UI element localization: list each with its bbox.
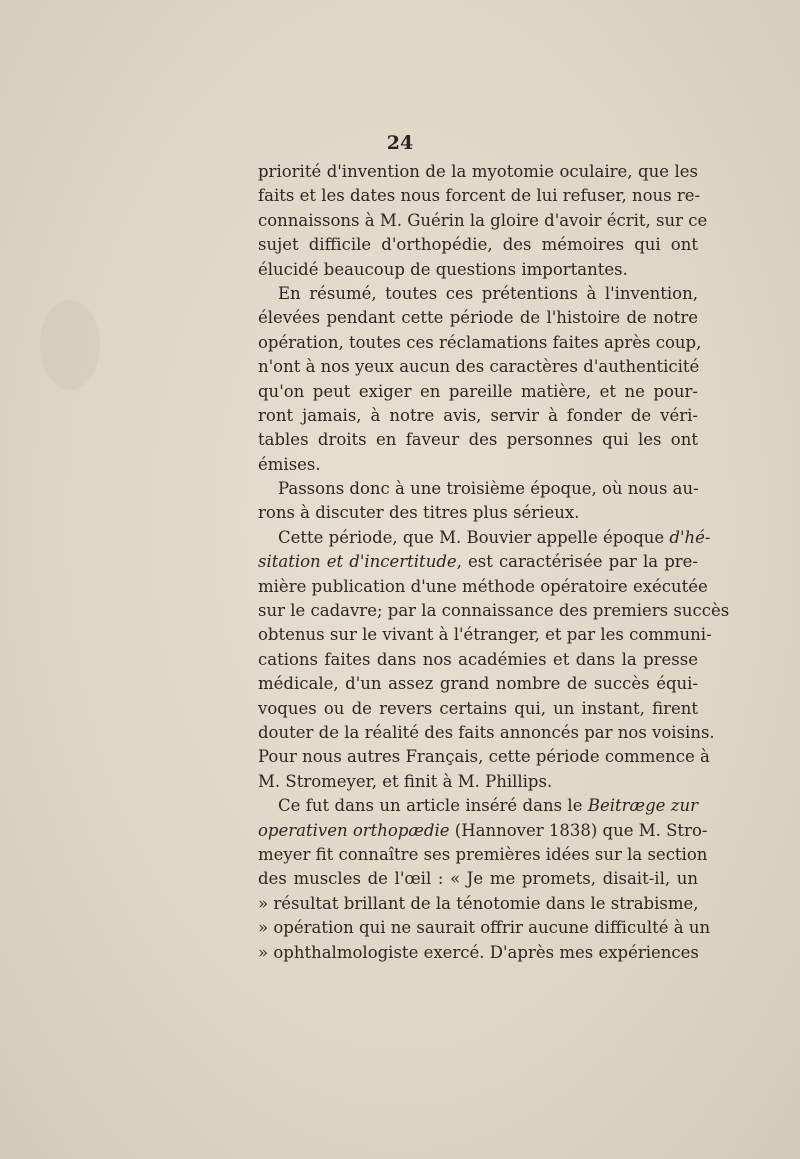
line-text: émises. (258, 454, 321, 474)
line-text: obtenus sur le vivant à l'étranger, et par les communi- (258, 625, 712, 645)
line-text: ront jamais, à notre avis, servir à fonder de véri- (258, 405, 698, 425)
line-text: cations faites dans nos académies et dans la presse (258, 649, 698, 669)
text-line (258, 892, 698, 916)
text-line (258, 550, 698, 574)
text-line (258, 770, 698, 794)
text-line (258, 306, 698, 330)
line-text: sujet difficile d'orthopédie, des mémoires qui ont (258, 235, 698, 255)
italic-title: d'hé- (669, 527, 711, 547)
line-text: priorité d'invention de la myotomie oculaire, que les (258, 162, 698, 181)
text-line (258, 380, 698, 404)
text-line (258, 209, 708, 233)
text-line (258, 697, 698, 721)
line-text: médicale, d'un assez grand nombre de succès équi- (258, 674, 698, 694)
line-text: mière publication d'une méthode opératoire exécutée (258, 576, 708, 596)
text-line (258, 282, 698, 306)
line-text: sur le cadavre; par la connaissance des premiers succès (258, 601, 730, 621)
line-text: rons à discuter des titres plus sérieux. (258, 503, 580, 523)
text-line (258, 331, 702, 355)
line-text: meyer fit connaître ses premières idées sur la section (258, 844, 708, 864)
line-text: (Hannover 1838) que M. Stro- (449, 820, 708, 840)
line-text: , est caractérisée par la pre- (456, 552, 699, 572)
page-stain (40, 300, 100, 390)
line-text: tables droits en faveur des personnes qui les ont (258, 430, 698, 450)
line-text: » résultat brillant de la ténotomie dans le strabisme, (258, 893, 699, 913)
text-line (258, 941, 698, 965)
line-text: douter de la réalité des faits annoncés par nos voisins. (258, 722, 715, 742)
italic-title: Beitræge zur (587, 796, 698, 816)
line-text: opération, toutes ces réclamations faites après coup, (258, 332, 702, 352)
line-text: » ophthalmologiste exercé. D'après mes expériences (258, 942, 699, 962)
text-line (258, 794, 698, 818)
line-text: En résumé, toutes ces prétentions à l'invention, (278, 283, 698, 303)
text-line (258, 819, 708, 843)
line-text: élucidé beaucoup de questions importantes. (258, 259, 628, 279)
text-line (258, 453, 698, 477)
line-text: Pour nous autres Français, cette période commence à (258, 747, 710, 767)
line-text: Ce fut dans un article inséré dans le (278, 796, 588, 816)
text-line (258, 623, 712, 647)
page-number: 24 (386, 132, 414, 154)
text-line (258, 160, 698, 184)
text-line (258, 428, 698, 452)
line-text: M. Stromeyer, et finit à M. Phillips. (258, 771, 553, 791)
body-text (258, 160, 730, 965)
text-line (258, 355, 698, 379)
line-text: des muscles de l'œil : « Je me promets, disait-il, un (258, 869, 698, 889)
line-text: n'ont à nos yeux aucun des caractères d'authenticité (258, 357, 700, 377)
line-text: Cette période, que M. Bouvier appelle époque (278, 527, 670, 547)
line-text: » opération qui ne saurait offrir aucune difficulté à un (258, 918, 711, 938)
text-line (258, 648, 698, 672)
text-line (258, 721, 715, 745)
line-text: élevées pendant cette période de l'histoire de notre (258, 308, 698, 328)
text-line (258, 233, 698, 257)
line-text: qu'on peut exiger en pareille matière, et ne pour- (258, 381, 698, 401)
text-line (258, 501, 698, 525)
text-line (258, 404, 698, 428)
text-line (258, 258, 698, 282)
line-text: voques ou de revers certains qui, un instant, firent (258, 698, 698, 718)
text-line (258, 184, 701, 208)
line-text: faits et les dates nous forcent de lui refuser, nous re- (258, 186, 701, 206)
line-text: connaissons à M. Guérin la gloire d'avoir écrit, sur ce (258, 210, 708, 230)
text-line (258, 599, 730, 623)
text-line (258, 575, 708, 599)
text-line (258, 867, 698, 891)
text-line (258, 745, 710, 769)
text-line (258, 477, 698, 501)
line-text: Passons donc à une troisième époque, où nous au- (278, 479, 699, 499)
text-line (258, 672, 698, 696)
text-line (258, 916, 711, 940)
text-line (258, 843, 708, 867)
italic-title: sitation et d'incertitude (258, 552, 457, 572)
italic-title: operativen orthopædie (258, 820, 450, 840)
text-line (258, 526, 711, 550)
